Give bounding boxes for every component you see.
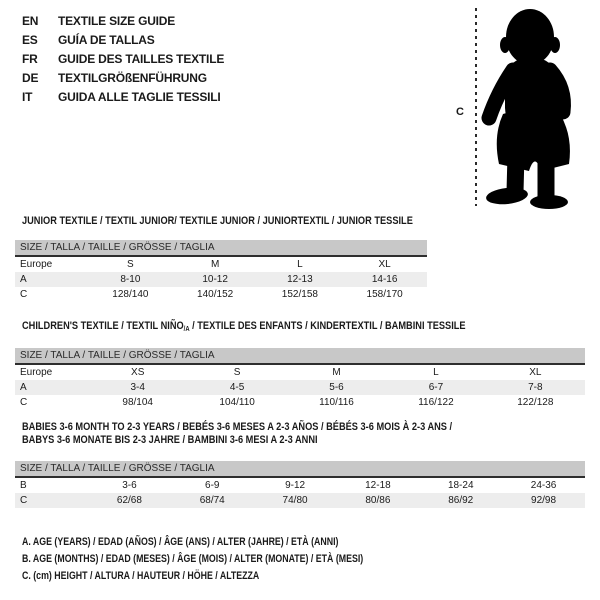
row-label: B bbox=[20, 480, 27, 491]
table-row-height bbox=[15, 395, 585, 410]
table-cell: 152/158 bbox=[281, 289, 318, 300]
table-row-height bbox=[15, 287, 427, 302]
language-row-es bbox=[22, 30, 224, 49]
section-title-subscript: /A bbox=[183, 326, 190, 333]
table-cell: 4-5 bbox=[229, 382, 245, 393]
language-label: TEXTILGRÖßENFÜHRUNG bbox=[58, 70, 207, 85]
row-label: A bbox=[20, 382, 27, 393]
table-cell: 116/122 bbox=[418, 397, 454, 408]
table-cell: S bbox=[233, 367, 241, 378]
table-cell: 86/92 bbox=[448, 495, 474, 506]
table-cell: 6-7 bbox=[428, 382, 444, 393]
table-cell: XS bbox=[131, 367, 145, 378]
height-measure-label: C bbox=[456, 106, 464, 118]
table-cell: 104/110 bbox=[219, 397, 255, 408]
table-size-header: SIZE / TALLA / TAILLE / GRÖSSE / TAGLIA bbox=[15, 348, 585, 365]
section-title-text: CHILDREN'S TEXTILE / TEXTIL NIÑO bbox=[22, 320, 184, 332]
table-cell: L bbox=[433, 367, 439, 378]
footer-legend bbox=[22, 534, 449, 585]
table-cell: 24-36 bbox=[530, 480, 557, 491]
table-cell: L bbox=[297, 259, 303, 270]
table-cell: 18-24 bbox=[447, 480, 474, 491]
table-cell: M bbox=[210, 259, 220, 270]
row-label: C bbox=[20, 495, 28, 506]
size-table-junior bbox=[15, 240, 427, 302]
language-list bbox=[22, 11, 224, 106]
language-code: DE bbox=[22, 70, 39, 85]
section-title-line1: BABIES 3-6 MONTH TO 2-3 YEARS / BEBÉS 3-6 MESES A 2-3 AÑOS / BÉBÉS 3-6 MOIS À 2-3 ANS / bbox=[22, 421, 453, 433]
table-cell: 122/128 bbox=[517, 397, 554, 408]
table-cell: M bbox=[332, 367, 341, 378]
table-cell: 5-6 bbox=[329, 382, 344, 393]
table-row-age bbox=[15, 272, 427, 287]
table-cell: 12-18 bbox=[365, 480, 391, 491]
table-cell: 10-12 bbox=[202, 274, 228, 285]
section-title-line2: BABYS 3-6 MONATE BIS 2-3 JAHRE / BAMBINI 3-6 MESI A 2-3 ANNI bbox=[22, 434, 318, 446]
table-cell: 3-6 bbox=[122, 480, 137, 491]
size-table-babies bbox=[15, 461, 585, 508]
table-cell: S bbox=[127, 259, 134, 270]
language-row-it bbox=[22, 87, 224, 106]
table-cell: 80/86 bbox=[365, 495, 391, 506]
table-cell: 68/74 bbox=[199, 495, 225, 506]
language-label: TEXTILE SIZE GUIDE bbox=[58, 13, 176, 28]
legend-line-c: C. (cm) HEIGHT / ALTURA / HAUTEUR / HÖHE / ALTEZZA bbox=[22, 570, 260, 582]
language-code: IT bbox=[22, 89, 33, 104]
row-label: A bbox=[20, 274, 27, 285]
table-cell: 14-16 bbox=[371, 274, 398, 285]
language-label: GUÍA DE TALLAS bbox=[58, 32, 155, 47]
legend-line-a: A. AGE (YEARS) / EDAD (AÑOS) / ÂGE (ANS) / ALTER (JAHRE) / ETÀ (ANNI) bbox=[22, 536, 339, 548]
language-label: GUIDE DES TAILLES TEXTILE bbox=[58, 51, 225, 66]
table-cell: 110/116 bbox=[319, 397, 354, 408]
height-measure-line bbox=[475, 8, 477, 206]
language-label: GUIDA ALLE TAGLIE TESSILI bbox=[58, 89, 221, 104]
row-label: Europe bbox=[20, 259, 53, 270]
table-row-age bbox=[15, 380, 585, 395]
section-title-children bbox=[22, 320, 466, 336]
table-cell: 3-4 bbox=[130, 382, 145, 393]
language-row-en bbox=[22, 11, 224, 30]
table-cell: 62/68 bbox=[116, 495, 142, 506]
section-title-text: / TEXTILE DES ENFANTS / KINDERTEXTIL / BAMBINI TESSILE bbox=[189, 320, 466, 332]
table-cell: 92/98 bbox=[531, 495, 557, 506]
language-row-fr bbox=[22, 49, 224, 68]
table-cell: 140/152 bbox=[197, 289, 234, 300]
table-cell: 9-12 bbox=[285, 480, 306, 491]
table-size-header: SIZE / TALLA / TAILLE / GRÖSSE / TAGLIA bbox=[15, 240, 427, 257]
table-size-header: SIZE / TALLA / TAILLE / GRÖSSE / TAGLIA bbox=[15, 461, 585, 478]
table-cell: 128/140 bbox=[112, 289, 149, 300]
table-cell: 158/170 bbox=[366, 289, 403, 300]
table-cell: 8-10 bbox=[120, 274, 141, 285]
table-cell: 98/104 bbox=[122, 397, 153, 408]
section-title-junior: JUNIOR TEXTILE / TEXTIL JUNIOR/ TEXTILE JUNIOR / JUNIORTEXTIL / JUNIOR TESSILE bbox=[22, 215, 413, 227]
table-cell: 74/80 bbox=[282, 495, 308, 506]
language-code: ES bbox=[22, 32, 38, 47]
row-label: C bbox=[20, 289, 28, 300]
table-cell: XL bbox=[529, 367, 542, 378]
size-table-children bbox=[15, 348, 585, 410]
baby-silhouette-icon bbox=[478, 4, 600, 210]
table-row-europe bbox=[15, 365, 585, 380]
language-code: EN bbox=[22, 13, 39, 28]
section-title-babies bbox=[22, 421, 452, 447]
table-row-europe bbox=[15, 257, 427, 272]
table-cell: 7-8 bbox=[528, 382, 543, 393]
row-label: Europe bbox=[20, 367, 53, 378]
language-row-de bbox=[22, 68, 224, 87]
row-label: C bbox=[20, 397, 28, 408]
table-cell: XL bbox=[378, 259, 391, 270]
table-cell: 12-13 bbox=[287, 274, 313, 285]
table-row-age-months bbox=[15, 478, 585, 493]
legend-line-b: B. AGE (MONTHS) / EDAD (MESES) / ÂGE (MOIS) / ALTER (MONATE) / ETÀ (MESI) bbox=[22, 553, 364, 565]
table-row-height bbox=[15, 493, 585, 508]
language-code: FR bbox=[22, 51, 38, 66]
table-cell: 6-9 bbox=[205, 480, 220, 491]
